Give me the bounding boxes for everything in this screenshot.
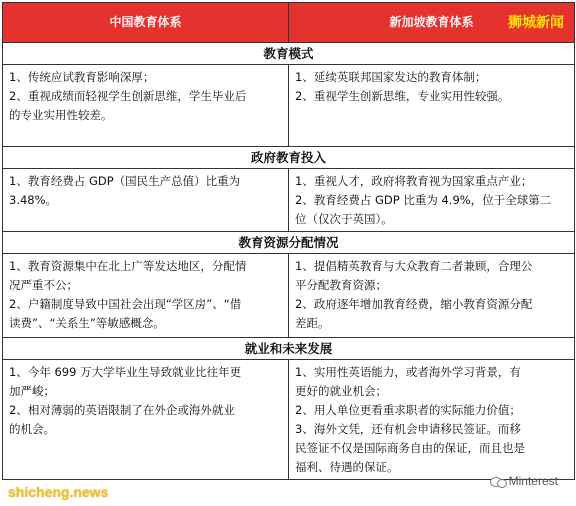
header-singapore [289,3,575,43]
cell-line: 1、实用性英语能力，或者海外学习背景，有 [295,365,521,379]
section-title-row [3,338,575,360]
cell-line: 福利、待遇的保证。 [295,460,399,474]
brand-logo-text: 狮城新闻 [508,14,564,30]
section-title: 教育模式 [3,43,575,65]
cell-line: 的专业实用性较差。 [9,108,113,122]
cell-line: 1、传统应试教育影响深厚； [9,70,155,84]
watermark-shicheng: shicheng.news [8,484,109,500]
singapore-cell [289,254,575,338]
cell-line: 2、政府逐年增加教育经费，缩小教育资源分配 [295,297,533,311]
header-china-title: 中国教育体系 [109,15,182,29]
singapore-cell [289,169,575,232]
singapore-cell [289,65,575,147]
china-cell [3,360,289,480]
section-title-row [3,232,575,254]
cell-line: 1、教育经费占 GDP（国民生产总值）比重为 [9,174,241,188]
section-title-row [3,43,575,65]
section-content-row [3,254,575,338]
cell-line: 2、用人单位更看重求职者的实际能力价值； [295,403,521,417]
cell-line: 3.48%。 [9,193,58,207]
cell-line: 2、相对薄弱的英语限制了在外企或海外就业 [9,403,235,417]
comparison-table [2,2,575,480]
cell-line: 差距。 [295,316,330,330]
watermark-minterest [490,474,558,488]
china-cell [3,65,289,147]
sections-body [3,43,575,480]
cell-line: 3、海外文凭，还有机会申请移民签证。而移 [295,422,521,436]
section-content-row [3,65,575,147]
cell-line: 1、延续英联邦国家发达的教育体制； [295,70,487,84]
section-content-row [3,360,575,480]
cell-line: 1、今年 699 万大学毕业生导致就业比往年更 [9,365,242,379]
cell-line: 更好的就业机会； [295,384,387,398]
header-singapore-title: 新加坡教育体系 [389,15,474,29]
cell-line: 况严重不公； [9,278,78,292]
cell-line: 的机会。 [9,422,55,436]
cell-line: 2、重视成绩而轻视学生创新思维，学生毕业后 [9,89,247,103]
section-title: 政府教育投入 [3,147,575,169]
china-cell [3,254,289,338]
header-china [3,3,289,43]
section-title: 就业和未来发展 [3,338,575,360]
cell-line: 位（仅次于英国）。 [295,212,393,226]
cell-line: 读费”、“关系生”等敏感概念。 [9,316,165,330]
section-title-row [3,147,575,169]
watermark-minterest-text: Minterest [508,474,558,488]
cell-line: 民签证不仅是国际商务自由的保证，而且也是 [295,441,525,455]
cell-line: 2、重视学生创新思维，专业实用性较强。 [295,89,510,103]
cell-line: 平分配教育资源； [295,278,387,292]
cell-line: 2、户籍制度导致中国社会出现“学区房”、“借 [9,297,242,311]
table-header-row [3,3,575,43]
china-cell [3,169,289,232]
singapore-cell [289,360,575,480]
cell-line: 1、重视人才，政府将教育视为国家重点产业； [295,174,533,188]
section-title: 教育资源分配情况 [3,232,575,254]
cell-line: 2、教育经费占 GDP 比重为 4.9%，位于全球第二 [295,193,552,207]
cell-line: 1、教育资源集中在北上广等发达地区，分配情 [9,259,247,273]
section-content-row [3,169,575,232]
cell-line: 加严峻； [9,384,55,398]
wechat-icon [490,475,506,487]
cell-line: 1、提倡精英教育与大众教育二者兼顾，合理公 [295,259,533,273]
